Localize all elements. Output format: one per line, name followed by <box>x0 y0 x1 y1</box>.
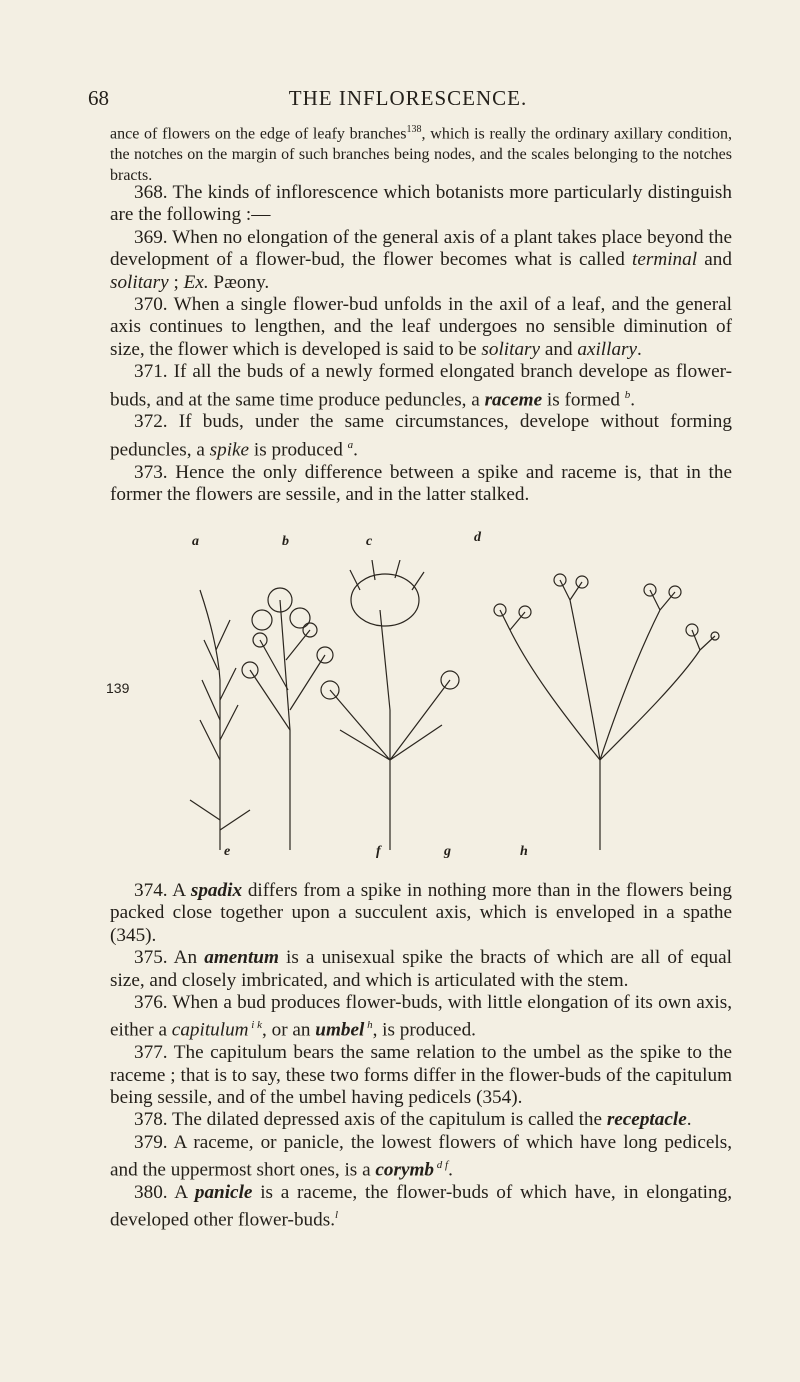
paragraph-374: 374. A spadix differs from a spike in nothing more than in the flowers being packed close together upon a succulent axis, which is enveloped in a spathe (345). <box>110 880 732 946</box>
page-number: 68 <box>88 86 109 110</box>
figure-label-h: h <box>520 844 528 859</box>
running-title: THE INFLORESCENCE. <box>288 86 528 110</box>
text-block-lower <box>110 880 732 1232</box>
footnote-continuation: ance of flowers on the edge of leafy branches$^{138}$, which is really the ordinary axillary condition, the notches on the margin of such branches being nodes, and the scales belonging to the notches bracts. <box>110 124 733 185</box>
raceme-drawing <box>242 588 333 850</box>
figure-label-b: b <box>282 534 289 549</box>
inflorescence-figure <box>106 530 720 860</box>
paragraph-377: 377. The capitulum bears the same relation to the umbel as the spike to the raceme ; that is to say, these two forms differ in the flower-buds of the capitulum being sessile, and of the umbel having pedicels (354). <box>110 1042 732 1109</box>
page-header <box>88 86 728 110</box>
figure-label-g: g <box>444 844 451 859</box>
paragraph-373: 373. Hence the only difference between a spike and raceme is, that in the former the flowers are sessile, and in the latter stalked. <box>110 461 732 506</box>
paragraph-371: 371. If all the buds of a newly formed elongated branch develope as flower-buds, and at the same time produce peduncles, a raceme is formed $^b$. <box>110 361 732 411</box>
spike-drawing <box>190 590 250 850</box>
paragraph-375: 375. An amentum is a unisexual spike the bracts of which are all of equal size, and closely imbricated, and which is articulated with the stem. <box>110 947 732 991</box>
text-block-upper <box>110 182 732 506</box>
figure-label-f: f <box>376 844 381 859</box>
paragraph-376: 376. When a bud produces flower-buds, with little elongation of its own axis, either a capitulum $^{i k}$, or an umbel $^h$, is produced. <box>110 992 732 1041</box>
paragraph-380: 380. A panicle is a raceme, the flower-buds of which have, in elongating, developed other flower-buds.$^l$ <box>110 1182 732 1231</box>
paragraph-369: 369. When no elongation of the general axis of a plant takes place beyond the development of a flower-bud, the flower becomes what is called terminal and solitary ; Ex. Pæony. <box>110 226 732 293</box>
paragraph-372: 372. If buds, under the same circumstances, develope without forming peduncles, a spike is produced $^a$. <box>110 411 732 461</box>
figure-number: 139 <box>106 680 130 696</box>
paragraph-379: 379. A raceme, or panicle, the lowest flowers of which have long pedicels, and the uppermost short ones, is a corymb $^{d f}$. <box>110 1131 732 1181</box>
figure-label-e: e <box>224 844 231 859</box>
figure-label-a: a <box>192 534 199 549</box>
corymb-drawing <box>494 574 719 850</box>
paragraph-378: 378. The dilated depressed axis of the capitulum is called the receptacle. <box>134 1109 692 1131</box>
paragraph-368: 368. The kinds of inflorescence which botanists more particularly distinguish are the following :— <box>110 182 732 226</box>
capitulum-drawing <box>321 560 459 850</box>
figure-label-c: c <box>366 534 373 549</box>
figure-label-d: d <box>474 530 481 545</box>
botanical-illustration <box>180 560 720 860</box>
paragraph-370: 370. When a single flower-bud unfolds in the axil of a leaf, and the general axis continues to lengthen, and the leaf undergoes no sensible diminution of size, the flower which is developed is said to be solitary and axillary. <box>110 294 732 360</box>
